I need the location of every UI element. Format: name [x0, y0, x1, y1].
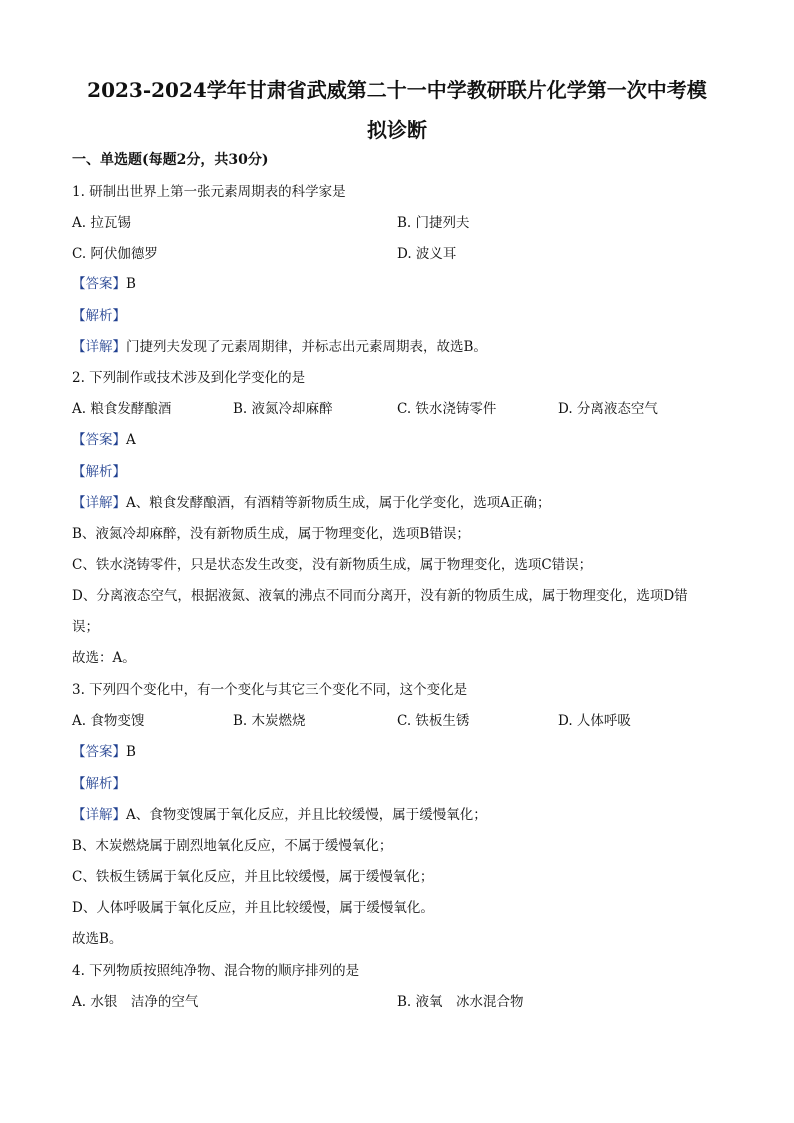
question-3-analysis-tag: 【解析】	[72, 776, 126, 792]
answer-value: A	[126, 432, 136, 448]
answer-tag: 【答案】	[72, 276, 126, 292]
question-1-analysis-tag: 【解析】	[72, 308, 126, 324]
question-4-option-b: B. 液氧 冰水混合物	[397, 994, 524, 1010]
question-1-option-d: D. 波义耳	[397, 246, 457, 262]
question-4-option-a: A. 水银 洁净的空气	[72, 994, 199, 1010]
question-1-stem: 1. 研制出世界上第一张元素周期表的科学家是	[72, 184, 346, 200]
section-heading: 一、单选题(每题2分，共30分)	[72, 152, 269, 168]
question-1-option-c: C. 阿伏伽德罗	[72, 246, 158, 262]
question-2-option-b: B. 液氮冷却麻醉	[233, 401, 333, 417]
question-2-detail-line: B、液氮冷却麻醉，没有新物质生成，属于物理变化，选项B错误；	[72, 526, 470, 542]
question-2-detail-line: D、分离液态空气，根据液氮、液氧的沸点不同而分离开，没有新的物质生成，属于物理变化，选项D错	[72, 588, 688, 604]
question-3-detail-line: C、铁板生锈属于氧化反应，并且比较缓慢，属于缓慢氧化；	[72, 869, 434, 885]
detail-text: 门捷列夫发现了元素周期律，并标志出元素周期表，故选B。	[126, 339, 487, 355]
question-1-option-b: B. 门捷列夫	[397, 215, 470, 231]
question-2-detail-line: C、铁水浇铸零件，只是状态发生改变，没有新物质生成，属于物理变化，选项C错误；	[72, 557, 593, 573]
question-1-answer	[72, 274, 136, 294]
detail-tag: 【详解】	[72, 339, 126, 355]
question-1-detail	[72, 337, 487, 357]
detail-text: A、食物变馊属于氧化反应，并且比较缓慢，属于缓慢氧化；	[126, 807, 487, 823]
question-3-detail-line: D、人体呼吸属于氧化反应，并且比较缓慢，属于缓慢氧化。	[72, 900, 434, 916]
document-title-line2: 拟诊断	[367, 118, 427, 142]
answer-value: B	[126, 276, 136, 292]
detail-tag: 【详解】	[72, 495, 126, 511]
question-4-stem: 4. 下列物质按照纯净物、混合物的顺序排列的是	[72, 963, 360, 979]
question-2-conclusion: 故选：A。	[72, 650, 136, 666]
question-3-option-b: B. 木炭燃烧	[233, 713, 306, 729]
detail-text: A、粮食发酵酿酒，有酒精等新物质生成，属于化学变化，选项A正确；	[126, 495, 551, 511]
question-2-detail-line: 误；	[72, 619, 99, 635]
answer-tag: 【答案】	[72, 744, 126, 760]
question-2-option-d: D. 分离液态空气	[558, 401, 658, 417]
answer-tag: 【答案】	[72, 432, 126, 448]
question-2-option-c: C. 铁水浇铸零件	[397, 401, 497, 417]
question-3-detail-line: B、木炭燃烧属于剧烈地氧化反应，不属于缓慢氧化；	[72, 838, 393, 854]
document-title-line1: 2023-2024学年甘肃省武威第二十一中学教研联片化学第一次中考模	[87, 78, 707, 102]
question-3-option-d: D. 人体呼吸	[558, 713, 631, 729]
question-3-option-c: C. 铁板生锈	[397, 713, 470, 729]
question-3-conclusion: 故选B。	[72, 931, 123, 947]
question-3-stem: 3. 下列四个变化中，有一个变化与其它三个变化不同，这个变化是	[72, 682, 468, 698]
question-2-detail-line	[72, 493, 551, 513]
question-2-analysis-tag: 【解析】	[72, 464, 126, 480]
question-3-answer	[72, 742, 136, 762]
question-1-option-a: A. 拉瓦锡	[72, 215, 131, 231]
detail-tag: 【详解】	[72, 807, 126, 823]
question-2-option-a: A. 粮食发酵酿酒	[72, 401, 172, 417]
answer-value: B	[126, 744, 136, 760]
question-3-option-a: A. 食物变馊	[72, 713, 145, 729]
question-3-detail-line	[72, 805, 487, 825]
question-2-stem: 2. 下列制作或技术涉及到化学变化的是	[72, 370, 306, 386]
question-2-answer	[72, 430, 136, 450]
